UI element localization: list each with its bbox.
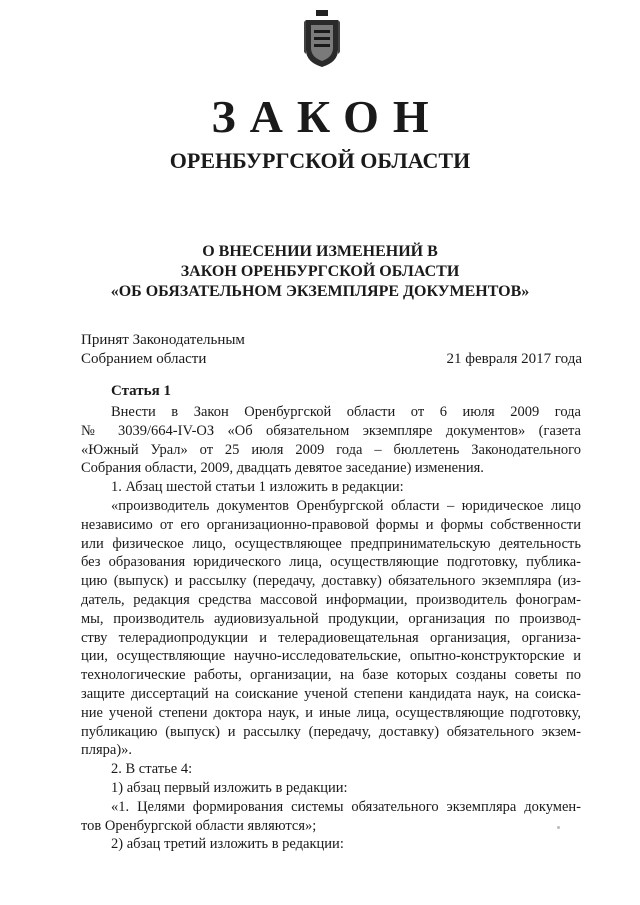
article-body [81, 403, 581, 854]
body-line: 2. В статье 4: [111, 761, 193, 778]
body-line: 2) абзац третий изложить в редакции: [111, 836, 344, 853]
body-line: Собрания области, 2009, двадцать девятое заседание) изменения. [81, 460, 484, 477]
body-line: «производитель документов Оренбургской области – юридическое лицо [111, 497, 581, 514]
adoption-date: 21 февраля 2017 года [446, 351, 582, 367]
body-line: № 3039/664-IV-ОЗ «Об обязательном экземпляре документов» (газета [81, 422, 581, 439]
body-line: мы, производитель аудиовизуальной продукции, организация по производ- [81, 610, 581, 627]
law-title-line: ЗАКОН ОРЕНБУРГСКОЙ ОБЛАСТИ [180, 263, 460, 280]
body-line: или физическое лицо, осуществляющее предпринимательскую деятельность [81, 535, 581, 552]
body-line: пляра)». [81, 742, 133, 759]
body-line: технологические работы, организации, на базе которых созданы советы по [81, 667, 581, 684]
body-line: датель, редакция средства массовой информации, производитель фонограм- [81, 591, 581, 608]
body-line: защите диссертаций на соискание ученой степени кандидата наук, на соиска- [81, 685, 581, 702]
scan-speck [557, 826, 560, 829]
article-heading: Статья 1 [111, 383, 171, 399]
body-line: ние ученой степени доктора наук, и иные лица, осуществляющие подготовку, [81, 704, 581, 721]
body-line: «Южный Урал» от 25 июля 2009 года – бюллетень Законодательного [81, 441, 581, 458]
body-line: без образования юридического лица, осуществляющие подготовку, публика- [81, 554, 581, 571]
body-line: тов Оренбургской области являются»; [81, 817, 317, 834]
law-title-line: «ОБ ОБЯЗАТЕЛЬНОМ ЭКЗЕМПЛЯРЕ ДОКУМЕНТОВ» [110, 283, 530, 300]
body-line: публикацию (выпуск) и рассылку (передачу, доставку) обязательного экзем- [81, 723, 581, 740]
body-line: 1. Абзац шестой статьи 1 изложить в редакции: [111, 479, 404, 496]
document-title: ЗАКОН [211, 91, 443, 142]
body-line: ции, осуществляющие научно-исследовательские, опытно-конструкторские и [81, 648, 581, 665]
document-subtitle: ОРЕНБУРГСКОЙ ОБЛАСТИ [169, 148, 471, 173]
body-line: 1) абзац первый изложить в редакции: [111, 779, 348, 796]
coat-of-arms-emblem [302, 10, 342, 68]
adopted-line: Принят Законодательным [81, 332, 245, 348]
body-line: ству телерадиопродукции и телерадиовещательная организация, организа- [81, 629, 581, 646]
law-title-line: О ВНЕСЕНИИ ИЗМЕНЕНИЙ В [202, 243, 438, 260]
body-line: независимо от его организационно-правовой формы и формы собственности [81, 516, 581, 533]
adopted-line: Собранием области [81, 351, 207, 367]
body-line: «1. Целями формирования системы обязательного экземпляра докумен- [111, 798, 581, 815]
law-title [0, 242, 640, 302]
body-line: цию (выпуск) и рассылку (передачу, доставку) обязательного экземпляра (из- [81, 573, 581, 590]
adopted-by [81, 331, 245, 369]
body-line: Внести в Закон Оренбургской области от 6 июля 2009 года [111, 404, 581, 420]
